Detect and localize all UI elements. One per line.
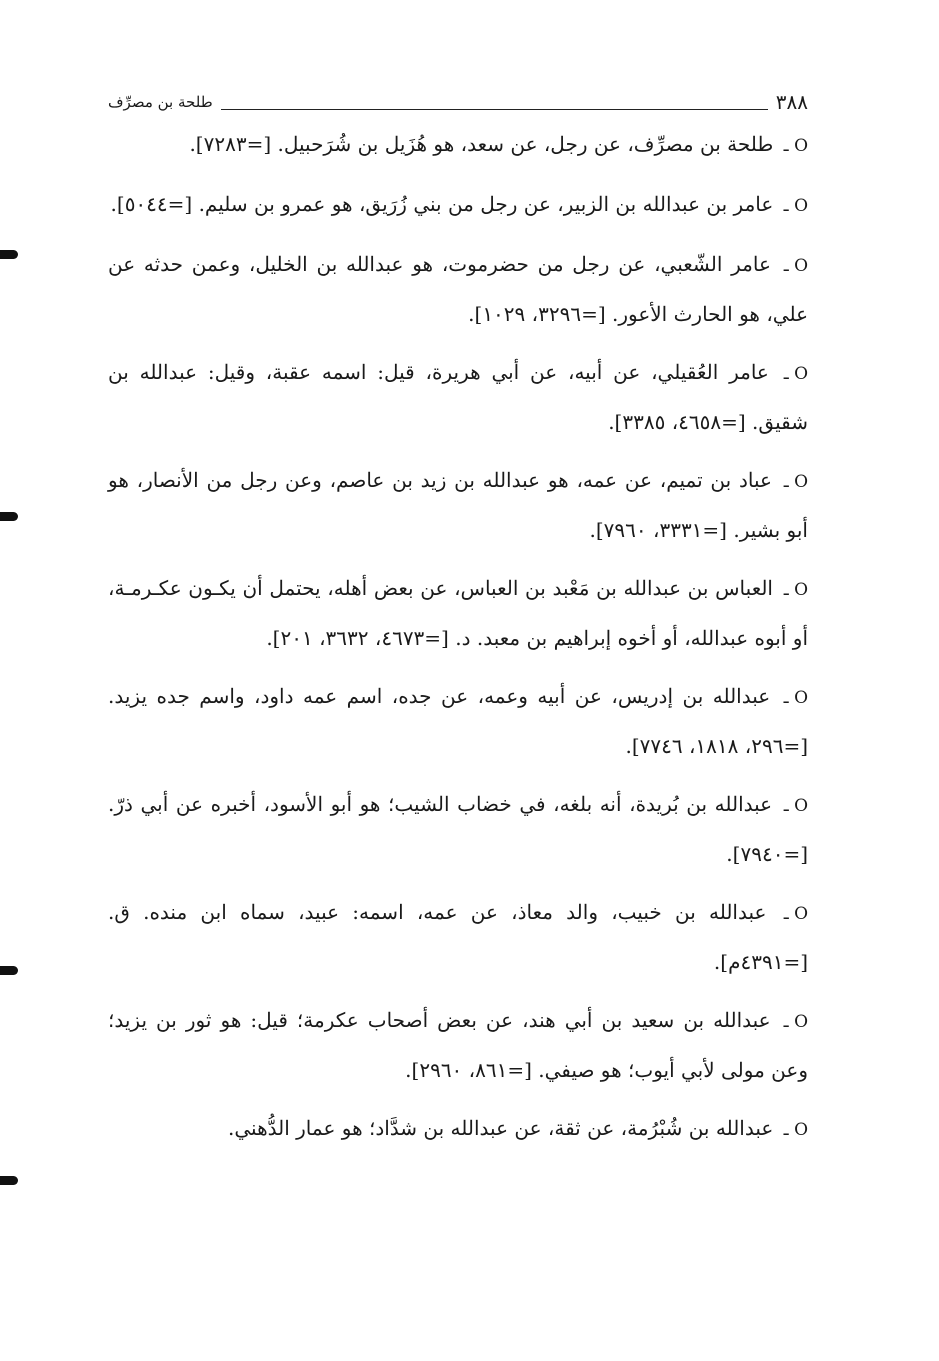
bullet-icon: O ـ [783,688,808,708]
entry [108,180,808,230]
bullet-icon: O ـ [783,904,809,924]
bullet-icon: O ـ [783,1120,808,1140]
entry-text: عبدالله بن خبيب، والد معاذ، عن عمه، اسمه: عبيد، سماه ابن منده. ق. [=٤٣٩١م]. [108,900,808,974]
entry [108,348,808,446]
bullet-icon: O ـ [783,796,809,816]
entry [108,672,808,770]
bullet-icon: O ـ [783,364,809,384]
entry-text: عبدالله بن شُبْرُمة، عن ثقة، عن عبدالله بن شدَّاد؛ هو عمار الدُّهني. [228,1116,774,1140]
page-header [108,84,808,114]
entry [108,888,808,986]
entry-text: عباد بن تميم، عن عمه، هو عبدالله بن زيد بن عاصم، وعن رجل من الأنصار، هو أبو بشير. [=٣٣٣١، ٧٩٦٠]. [108,468,808,542]
page-number: ٣٨٨ [775,90,808,114]
bullet-icon: O ـ [783,472,809,492]
entry [108,1104,808,1154]
entry-text: العباس بن عبدالله بن مَعْبد بن العباس، عن بعض أهله، يحتمل أن يكـون عكـرمـة، أو أبوه عبدالله، أو أخوه إبراهيم بن معبد. د. [=٤٦٧٣، ٣٦٣٢، ٢٠١]. [108,576,808,650]
margin-mark [0,966,18,975]
entry-text: عبدالله بن إدريس، عن أبيه وعمه، عن جده، اسم عمه داود، واسم جده يزيد. [=٢٩٦، ١٨١٨، ٧٧٤٦]. [108,684,808,758]
entry [108,996,808,1094]
margin-mark [0,512,18,521]
running-title: طلحة بن مصرِّف [108,93,213,111]
margin-mark [0,250,18,259]
entry [108,240,808,338]
entry-text: عبدالله بن بُريدة، أنه بلغه، في خضاب الشيب؛ هو أبو الأسود، أخبره عن أبي ذرّ. [=٧٩٤٠]. [108,792,808,866]
entry [108,780,808,878]
entry [108,456,808,554]
bullet-icon: O ـ [783,1012,808,1032]
entry-text: عبدالله بن سعيد بن أبي هند، عن بعض أصحاب عكرمة؛ قيل: هو ثور بن يزيد؛ وعن مولى لأبي أيوب؛ هو صيفي. [=٨٦١، ٢٩٦٠]. [108,1008,808,1082]
bullet-icon: O ـ [783,136,808,156]
entry [108,120,808,170]
bullet-icon: O ـ [783,580,809,600]
margin-mark [0,1176,18,1185]
entry-text: عامر الشّعبي، عن رجل من حضرموت، هو عبدالله بن الخليل، وعمن حدثه عن علي، هو الحارث الأعور. [=٣٢٩٦، ١٠٢٩]. [108,252,808,326]
entry-text: عامر العُقيلي، عن أبيه، عن أبي هريرة، قيل: اسمه عقبة، وقيل: عبدالله بن شقيق. [=٤٦٥٨، ٣٣٨٥]. [108,360,808,434]
header-rule [221,108,768,110]
entry [108,564,808,662]
bullet-icon: O ـ [783,256,809,276]
bullet-icon: O ـ [783,196,808,216]
entry-list [108,120,808,1164]
entry-text: عامر بن عبدالله بن الزبير، عن رجل من بني زُرَيق، هو عمرو بن سليم. [=٥٠٤٤]. [110,192,774,216]
entry-text: طلحة بن مصرِّف، عن رجل، عن سعد، هو هُزَيل بن شُرَحبيل. [=٧٢٨٣]. [189,132,774,156]
